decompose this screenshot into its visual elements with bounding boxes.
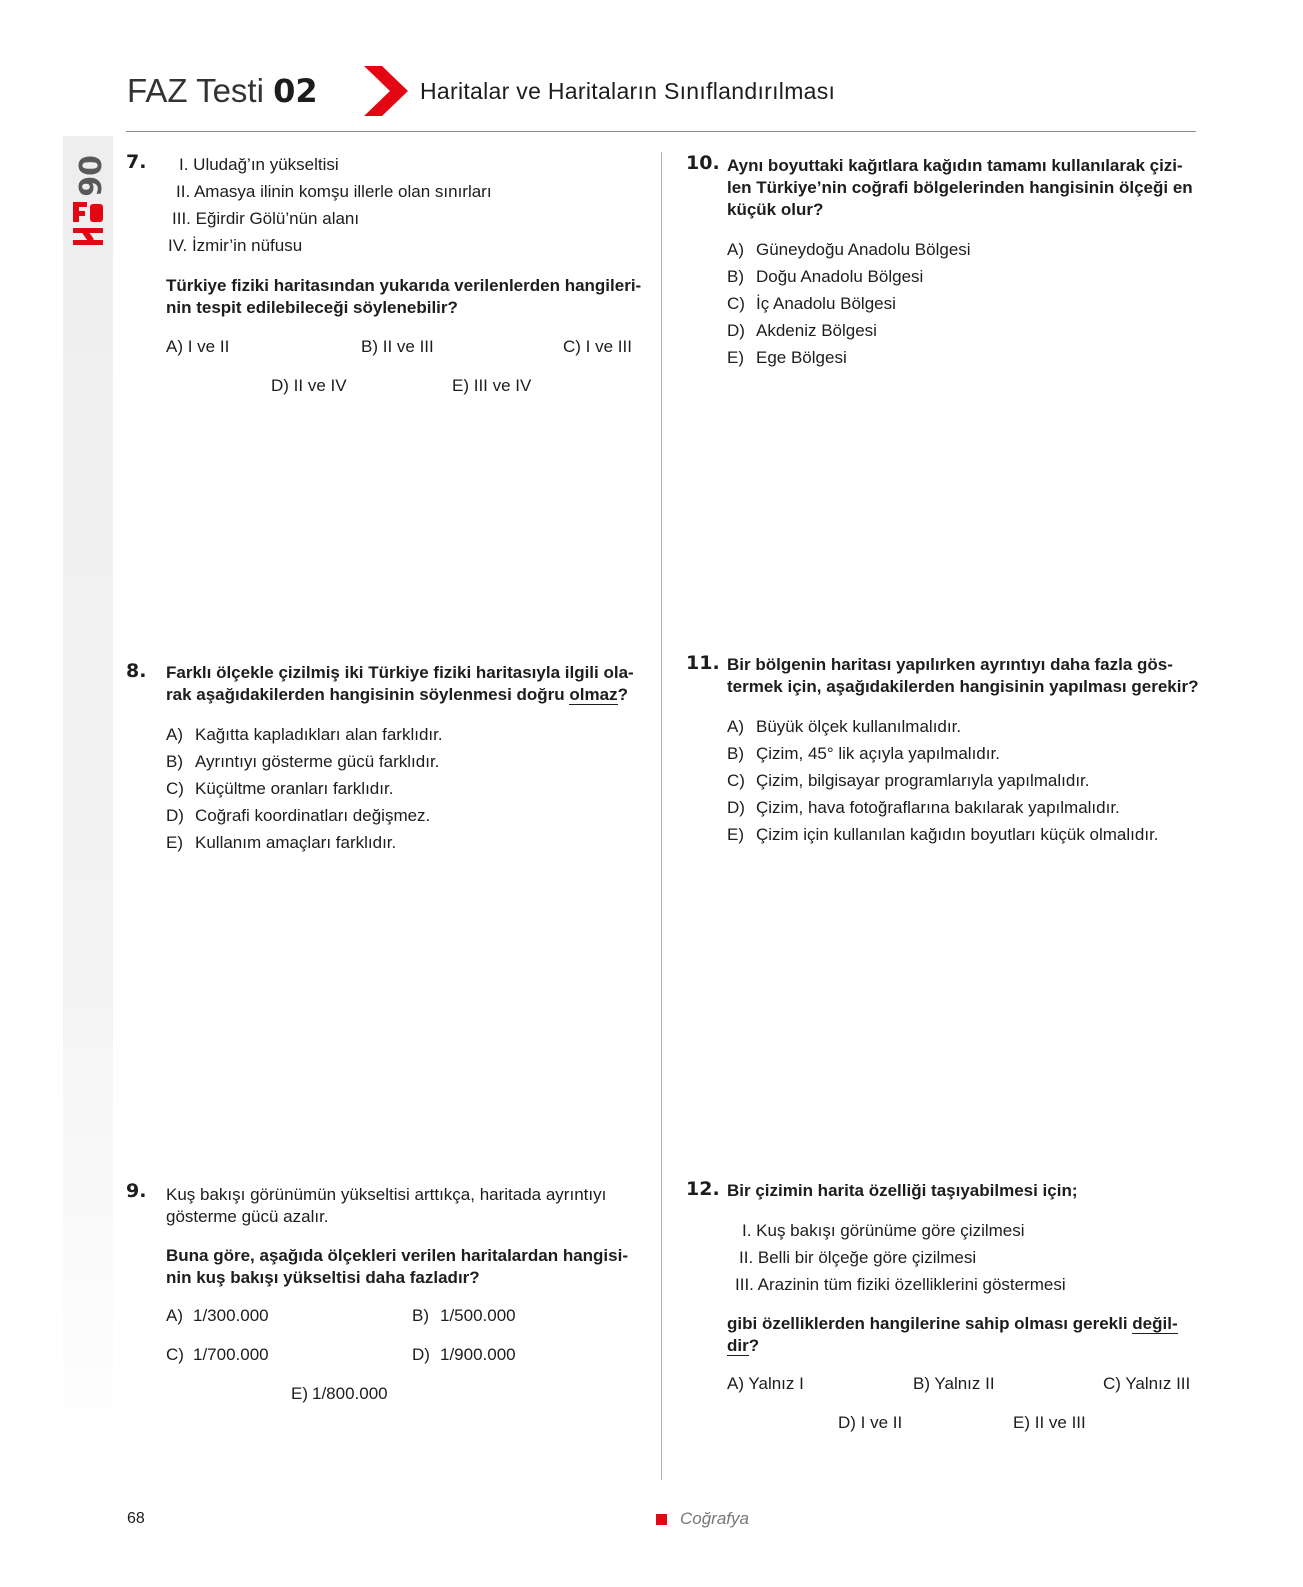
side-strip [63,136,113,1476]
q9-option-a-text[interactable]: 1/300.000 [193,1306,269,1325]
q9-option-a-letter[interactable]: A) [166,1306,183,1325]
question-10-number: 10. [686,152,720,174]
q10-option-d-letter[interactable]: D) [727,321,745,340]
q10-option-c-letter[interactable]: C) [727,294,745,313]
q12-stem [727,1313,1178,1357]
q10-stem-line-1: Aynı boyuttaki kağıtlara kağıdın tamamı kullanılarak çizi- [727,156,1183,175]
q10-option-c-text[interactable]: İç Anadolu Bölgesi [756,294,896,313]
q12-stem-mark: ? [748,1336,760,1355]
q11-option-d-letter[interactable]: D) [727,798,745,817]
faz-brand-logo [71,200,105,252]
question-7-number: 7. [126,151,147,173]
q9-option-d-letter[interactable]: D) [412,1345,430,1364]
q12-option-b[interactable]: B) Yalnız II [913,1374,995,1393]
q7-option-a[interactable]: A) I ve II [166,337,230,356]
q8-option-b-letter[interactable]: B) [166,752,183,771]
q7-option-b[interactable]: B) II ve III [361,337,434,356]
q9-option-b-letter[interactable]: B) [412,1306,429,1325]
q11-stem [727,654,1198,698]
q12-option-a[interactable]: A) Yalnız I [727,1374,804,1393]
q11-option-b-letter[interactable]: B) [727,744,744,763]
q11-option-d-text[interactable]: Çizim, hava fotoğraflarına bakılarak yapılmalıdır. [756,798,1120,817]
q12-option-d[interactable]: D) I ve II [838,1413,903,1432]
question-12-number: 12. [686,1178,720,1200]
header-divider [126,131,1196,132]
q8-stem-line-1: Farklı ölçekle çizilmiş iki Türkiye fiziki haritasıyla ilgili ola- [166,663,634,682]
q11-option-e-text[interactable]: Çizim için kullanılan kağıdın boyutları küçük olmalıdır. [756,825,1159,844]
q12-item-1: I. Kuş bakışı görünüme göre çizilmesi [742,1221,1025,1240]
q11-stem-line-1: Bir bölgenin haritası yapılırken ayrıntıyı daha fazla gös- [727,655,1173,674]
q9-stem [166,1245,628,1289]
q7-stem-line-1: Türkiye fiziki haritasından yukarıda verilenlerden hangileri- [166,276,642,295]
q12-option-c[interactable]: C) Yalnız III [1103,1374,1191,1393]
q8-option-a-letter[interactable]: A) [166,725,183,744]
q12-stem-line-2 [727,1335,1178,1357]
q7-item-3: III. Eğirdir Gölü’nün alanı [172,209,360,228]
q9-option-c-letter[interactable]: C) [166,1345,184,1364]
test-title-prefix: FAZ Testi [127,72,264,109]
q12-underlined-word-1: değil- [1132,1314,1178,1333]
q9-option-d-text[interactable]: 1/900.000 [440,1345,516,1364]
q12-stem-intro-line: Bir çizimin harita özelliği taşıyabilmesi için; [727,1181,1078,1200]
column-divider [661,152,662,1480]
test-title [127,72,318,110]
q10-option-a-letter[interactable]: A) [727,240,744,259]
q10-option-a-text[interactable]: Güneydoğu Anadolu Bölgesi [756,240,971,259]
q9-stem-line-1: Buna göre, aşağıda ölçekleri verilen haritalardan hangisi- [166,1246,628,1265]
q10-option-d-text[interactable]: Akdeniz Bölgesi [756,321,877,340]
q9-stem-line-2: nin kuş bakışı yükseltisi daha fazladır? [166,1268,480,1287]
q10-option-e-text[interactable]: Ege Bölgesi [756,348,847,367]
q11-option-b-text[interactable]: Çizim, 45° lik açıyla yapılmalıdır. [756,744,1000,763]
q8-stem-line-2 [166,684,634,706]
q8-option-c-text[interactable]: Küçültme oranları farklıdır. [195,779,394,798]
question-11-number: 11. [686,652,720,674]
q8-option-d-letter[interactable]: D) [166,806,184,825]
q9-intro-line-2: gösterme gücü azalır. [166,1207,329,1226]
q8-option-e-letter[interactable]: E) [166,833,183,852]
q8-stem-mark: ? [617,685,628,704]
q7-item-4: IV. İzmir’in nüfusu [168,236,303,255]
q8-option-c-letter[interactable]: C) [166,779,184,798]
q8-stem-text: rak aşağıdakilerden hangisinin söylenmesi doğru [166,685,570,704]
question-8-number: 8. [126,660,147,682]
q11-option-c-letter[interactable]: C) [727,771,745,790]
q11-option-a-letter[interactable]: A) [727,717,744,736]
q9-option-c-text[interactable]: 1/700.000 [193,1345,269,1364]
q8-option-b-text[interactable]: Ayrıntıyı gösterme gücü farklıdır. [195,752,440,771]
q12-stem-intro [727,1180,1078,1202]
q10-stem [727,155,1193,221]
q8-option-a-text[interactable]: Kağıtta kapladıkları alan farklıdır. [195,725,443,744]
q7-option-d[interactable]: D) II ve IV [271,376,347,395]
q7-item-1: I. Uludağ’ın yükseltisi [179,155,339,174]
q12-stem-line-1 [727,1313,1178,1335]
q9-option-e-letter[interactable]: E) [291,1384,308,1403]
q11-option-e-letter[interactable]: E) [727,825,744,844]
q10-option-e-letter[interactable]: E) [727,348,744,367]
test-number: 02 [273,72,318,110]
q8-underlined-word: olmaz [569,685,618,704]
q11-option-c-text[interactable]: Çizim, bilgisayar programlarıyla yapılmalıdır. [756,771,1090,790]
q12-item-3: III. Arazinin tüm fiziki özelliklerini göstermesi [735,1275,1066,1294]
q7-option-c[interactable]: C) I ve III [563,337,632,356]
q9-intro-line-1: Kuş bakışı görünümün yükseltisi arttıkça, haritada ayrıntıyı [166,1185,607,1204]
q8-option-d-text[interactable]: Coğrafi koordinatları değişmez. [195,806,431,825]
q8-option-e-text[interactable]: Kullanım amaçları farklıdır. [195,833,397,852]
q8-stem [166,662,634,706]
q11-option-a-text[interactable]: Büyük ölçek kullanılmalıdır. [756,717,962,736]
q9-option-b-text[interactable]: 1/500.000 [440,1306,516,1325]
chevron-right-icon [364,66,408,116]
q12-option-e[interactable]: E) II ve III [1013,1413,1086,1432]
q7-stem-line-2: nin tespit edilebileceği söylenebilir? [166,298,458,317]
q10-option-b-letter[interactable]: B) [727,267,744,286]
q7-item-2: II. Amasya ilinin komşu illerle olan sınırları [176,182,492,201]
q10-option-b-text[interactable]: Doğu Anadolu Bölgesi [756,267,924,286]
q7-stem [166,275,641,319]
q11-stem-line-2: termek için, aşağıdakilerden hangisinin yapılması gerekir? [727,677,1199,696]
q7-option-e[interactable]: E) III ve IV [452,376,532,395]
q10-stem-line-2: len Türkiye’nin coğrafi bölgelerinden hangisinin ölçeği en [727,178,1193,197]
question-9-number: 9. [126,1180,147,1202]
side-chapter-number: 06 [71,155,106,197]
q12-underlined-word-2: dir [727,1336,749,1355]
q12-stem-text: gibi özelliklerden hangilerine sahip olması gerekli [727,1314,1133,1333]
subject-label: Coğrafya [680,1509,749,1528]
q9-option-e-text[interactable]: 1/800.000 [312,1384,388,1403]
q12-item-2: II. Belli bir ölçeğe göre çizilmesi [739,1248,977,1267]
square-icon [656,1514,667,1525]
q10-stem-line-3: küçük olur? [727,200,824,219]
test-subtitle: Haritalar ve Haritaların Sınıflandırılması [420,78,836,104]
page-number: 68 [127,1510,145,1527]
